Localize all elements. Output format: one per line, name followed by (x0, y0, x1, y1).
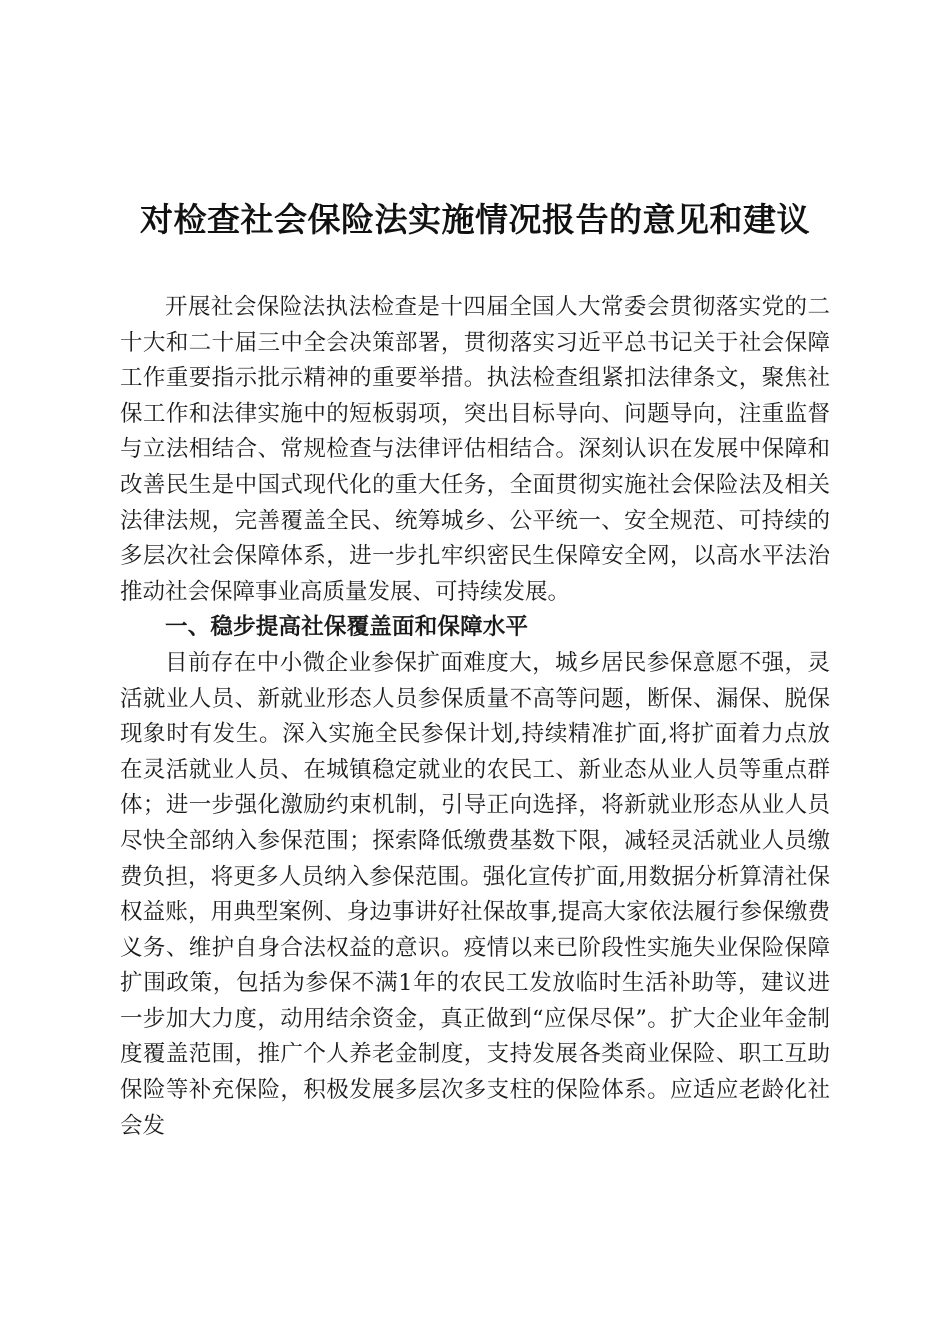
section-1-paragraph: 目前存在中小微企业参保扩面难度大，城乡居民参保意愿不强，灵活就业人员、新就业形态人员参保质量不高等问题，断保、漏保、脱保现象时有发生。深入实施全民参保计划,持续精准扩面,将扩面着力点放在灵活就业人员、在城镇稳定就业的农民工、新业态从业人员等重点群体；进一步强化激励约束机制，引导正向选择，将新就业形态从业人员尽快全部纳入参保范围；探索降低缴费基数下限，减轻灵活就业人员缴费负担，将更多人员纳入参保范围。强化宣传扩面,用数据分析算清社保权益账，用典型案例、身边事讲好社保故事,提高大家依法履行参保缴费义务、维护自身合法权益的意识。疫情以来已阶段性实施失业保险保障扩围政策，包括为参保不满1年的农民工发放临时生活补助等，建议进一步加大力度，动用结余资金，真正做到“应保尽保”。扩大企业年金制度覆盖范围，推广个人养老金制度，支持发展各类商业保险、职工互助保险等补充保险，积极发展多层次多支柱的保险体系。应适应老龄化社会发 (120, 649, 830, 1139)
intro-paragraph: 开展社会保险法执法检查是十四届全国人大常委会贯彻落实党的二十大和二十届三中全会决策部署，贯彻落实习近平总书记关于社会保障工作重要指示批示精神的重要举措。执法检查组紧扣法律条文，聚焦社保工作和法律实施中的短板弱项，突出目标导向、问题导向，注重监督与立法相结合、常规检查与法律评估相结合。深刻认识在发展中保障和改善民生是中国式现代化的重大任务，全面贯彻实施社会保险法及相关法律法规，完善覆盖全民、统筹城乡、公平统一、安全规范、可持续的多层次社会保障体系，进一步扎牢织密民生保障安全网，以高水平法治推动社会保障事业高质量发展、可持续发展。 (120, 294, 830, 605)
document-title: 对检查社会保险法实施情况报告的意见和建议 (140, 200, 810, 239)
section-heading-1: 一、稳步提高社保覆盖面和保障水平 (165, 614, 529, 641)
document-body (120, 290, 830, 1144)
